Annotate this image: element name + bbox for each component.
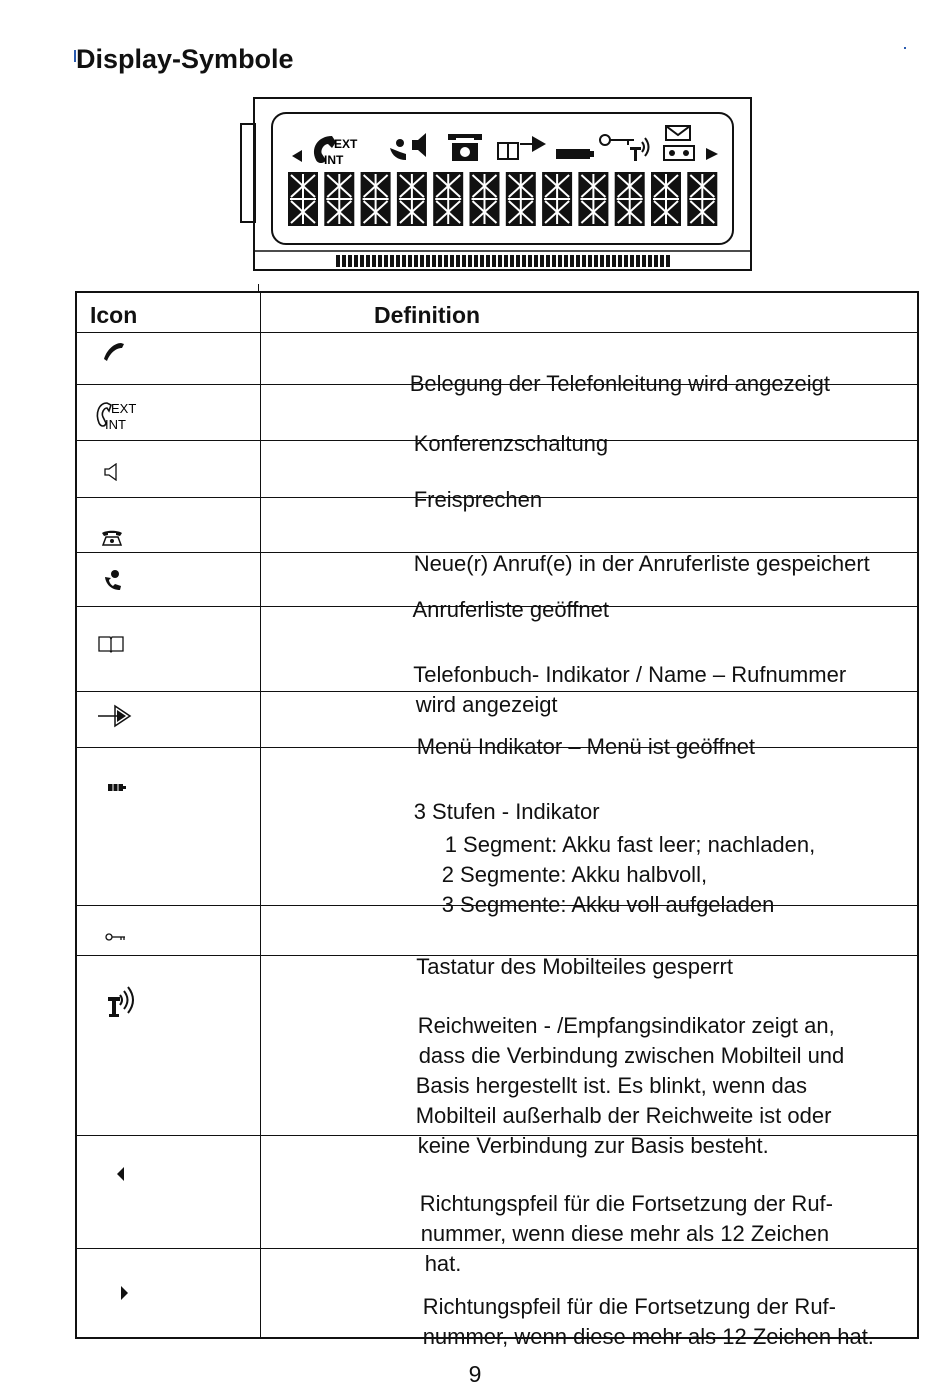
definition-line: 3 Stufen - Indikator: [413, 799, 600, 824]
table-row: [77, 906, 917, 979]
lcd-segment-char: [615, 172, 645, 226]
table-header-row: [77, 293, 917, 333]
lcd-segment-char: [651, 172, 681, 226]
int-label: INT: [105, 417, 126, 432]
definition-line: Tastatur des Mobilteiles gesperrt: [416, 954, 733, 979]
definition-line: Basis hergestellt ist. Es blinkt, wenn das: [415, 1073, 807, 1098]
lcd-segment-char: [433, 172, 463, 226]
lcd-symbol-envelope-icon: [666, 126, 690, 140]
lcd-segment-char: [470, 172, 500, 226]
definition-line: Mobilteil außerhalb der Reichweite ist oder: [415, 1103, 832, 1128]
definition-line: hat.: [424, 1251, 462, 1276]
lcd-symbol-phonebook-icon: [498, 143, 518, 159]
definition-line: Anruferliste geöffnet: [412, 597, 609, 622]
speaker-icon: [103, 463, 119, 481]
lcd-symbol-menu-arrow-icon: [520, 136, 546, 152]
ext-label: EXT: [111, 401, 137, 416]
table-row: [77, 441, 917, 512]
definition-line: Konferenzschaltung: [413, 431, 609, 456]
lcd-segment-char: [542, 172, 572, 226]
lcd-display-illustration: [240, 96, 754, 274]
lcd-symbol-telephone-icon: [448, 134, 482, 161]
table-row: [77, 748, 917, 917]
definition-line: Neue(r) Anruf(e) in der Anruferliste gespeichert: [413, 551, 870, 576]
symbol-table: [75, 291, 919, 1349]
key-lock-icon: [105, 932, 127, 942]
definition-line: 3 Segmente: Akku voll aufgeladen: [441, 892, 775, 917]
table-row: [77, 1249, 917, 1349]
header-definition: Definition: [374, 302, 481, 328]
table-row: [77, 553, 917, 622]
definition-line: nummer, wenn diese mehr als 12 Zeichen: [420, 1221, 830, 1246]
definition-line: 1 Segment: Akku fast leer; nachladen,: [444, 832, 816, 857]
definition-line: Telefonbuch- Indikator / Name – Rufnummer: [413, 662, 847, 687]
lcd-symbol-speaker-icon: [412, 133, 426, 157]
lcd-symbol-key-icon: [600, 135, 634, 145]
table-row: [77, 498, 917, 576]
conference-ext-int-icon: [93, 399, 139, 437]
lcd-symbol-antenna-icon: [630, 138, 649, 161]
lcd-ext-label: EXT: [334, 137, 358, 151]
menu-arrow-icon: [97, 704, 133, 728]
lcd-segment-characters: [288, 172, 717, 226]
lcd-segment-char: [578, 172, 608, 226]
definition-line: keine Verbindung zur Basis besteht.: [417, 1133, 769, 1158]
header-icon: Icon: [90, 302, 138, 328]
definition-line: Richtungspfeil für die Fortsetzung der Ruf-: [419, 1191, 833, 1216]
definition-line: dass die Verbindung zwischen Mobilteil und: [418, 1043, 845, 1068]
phonebook-icon: [98, 635, 124, 653]
definition-line: nummer, wenn diese mehr als 12 Zeichen hat.: [422, 1324, 874, 1349]
table-row: [77, 692, 917, 759]
table-row: [77, 956, 917, 1158]
lcd-symbol-caller-list-icon: [390, 139, 406, 160]
definition-line: Richtungspfeil für die Fortsetzung der Ruf-: [422, 1294, 836, 1319]
lcd-segment-char: [361, 172, 391, 226]
lcd-segment-char: [506, 172, 536, 226]
lcd-symbol-battery-icon: [556, 149, 594, 159]
handset-icon: [101, 341, 127, 363]
table-row: [77, 1136, 917, 1276]
battery-icon: [107, 782, 127, 792]
corner-dot: [904, 47, 906, 49]
definition-line: Belegung der Telefonleitung wird angezeigt: [409, 371, 831, 396]
table-row: [77, 607, 917, 717]
lcd-segment-char: [687, 172, 717, 226]
lcd-int-label: INT: [324, 153, 344, 167]
table-row: [77, 333, 917, 396]
definition-line: wird angezeigt: [415, 692, 558, 717]
barcode-strip: [336, 255, 670, 267]
table-row: [77, 385, 917, 456]
page-number: 9: [468, 1361, 482, 1387]
lcd-segment-char: [288, 172, 318, 226]
definition-line: Freisprechen: [413, 487, 543, 512]
telephone-icon: [101, 530, 123, 546]
definition-line: Menü Indikator – Menü ist geöffnet: [416, 734, 756, 759]
lcd-symbol-arrow-right-icon: [706, 148, 718, 160]
arrow-right-icon: [118, 1285, 130, 1301]
antenna-signal-icon: [107, 986, 137, 1018]
arrow-left-icon: [115, 1166, 127, 1182]
page-title: Display-Symbole: [76, 44, 294, 74]
lcd-symbol-conference-icon: [314, 136, 358, 167]
lcd-symbol-arrow-left-icon: [292, 150, 302, 162]
lcd-symbol-tape-icon: [664, 146, 694, 160]
caller-list-icon: [103, 569, 123, 593]
lcd-segment-char: [397, 172, 427, 226]
lcd-segment-char: [324, 172, 354, 226]
definition-line: 2 Segmente: Akku halbvoll,: [441, 862, 708, 887]
definition-line: Reichweiten - /Empfangsindikator zeigt an,: [417, 1013, 835, 1038]
